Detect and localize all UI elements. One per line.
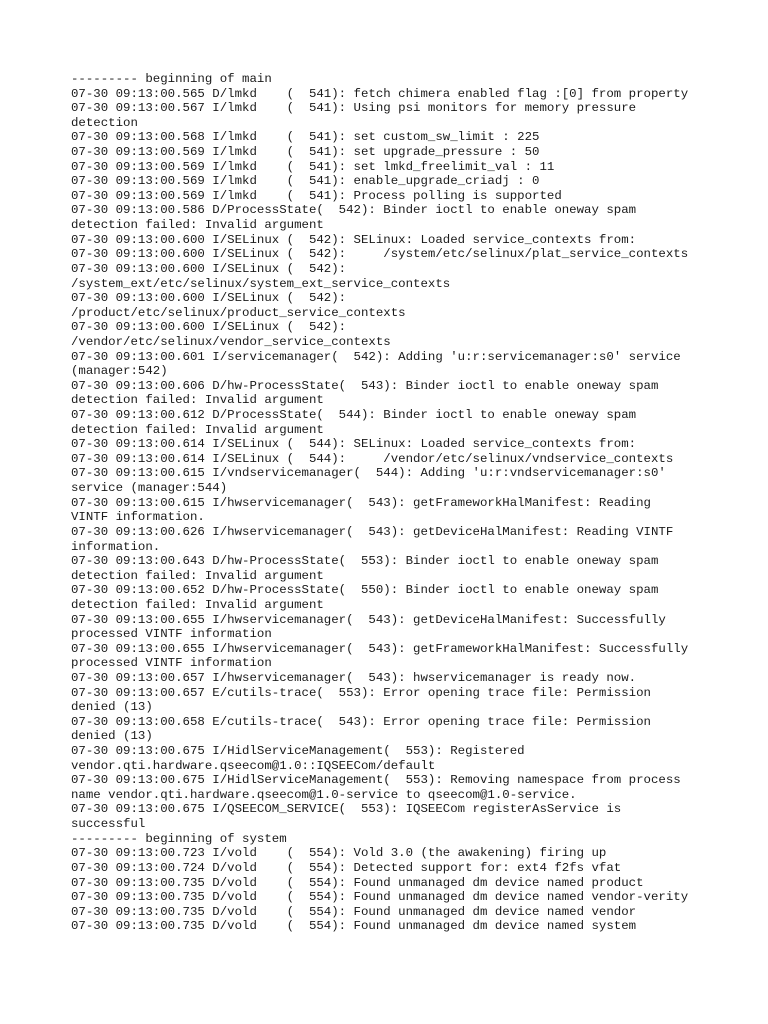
log-line: 07-30 09:13:00.723 I/vold ( 554): Vold 3.0 (the awakening) firing up: [71, 846, 607, 861]
log-line: 07-30 09:13:00.569 I/lmkd ( 541): set lmkd_freelimit_val : 11: [71, 159, 555, 174]
log-line: detection failed: Invalid argument: [71, 393, 324, 408]
log-line: detection: [71, 115, 138, 130]
log-line: 07-30 09:13:00.735 D/vold ( 554): Found unmanaged dm device named product: [71, 875, 644, 890]
log-line: 07-30 09:13:00.600 I/SELinux ( 542): /system/etc/selinux/plat_service_contexts: [71, 247, 689, 262]
log-line: 07-30 09:13:00.675 I/HidlServiceManagement( 553): Removing namespace from process: [71, 773, 681, 788]
log-line: 07-30 09:13:00.601 I/servicemanager( 542): Adding 'u:r:servicemanager:s0' service: [71, 349, 681, 364]
log-line: 07-30 09:13:00.657 I/hwservicemanager( 543): hwservicemanager is ready now.: [71, 670, 637, 685]
log-line: /system_ext/etc/selinux/system_ext_service_contexts: [71, 276, 451, 291]
log-line: 07-30 09:13:00.600 I/SELinux ( 542):: [71, 261, 347, 276]
log-line: denied (13): [71, 729, 153, 744]
log-line: 07-30 09:13:00.600 I/SELinux ( 542):: [71, 291, 347, 306]
log-line: vendor.qti.hardware.qseecom@1.0::IQSEECom/default: [71, 758, 436, 773]
log-line: 07-30 09:13:00.614 I/SELinux ( 544): /vendor/etc/selinux/vndservice_contexts: [71, 451, 674, 466]
log-line: 07-30 09:13:00.657 E/cutils-trace( 553): Error opening trace file: Permission: [71, 685, 651, 700]
log-line: processed VINTF information: [71, 656, 272, 671]
log-line: /product/etc/selinux/product_service_contexts: [71, 305, 406, 320]
log-line: 07-30 09:13:00.600 I/SELinux ( 542): SELinux: Loaded service_contexts from:: [71, 232, 637, 247]
log-line: 07-30 09:13:00.615 I/vndservicemanager( 544): Adding 'u:r:vndservicemanager:s0': [71, 466, 666, 481]
log-line: 07-30 09:13:00.675 I/QSEECOM_SERVICE( 553): IQSEECom registerAsService is: [71, 802, 622, 817]
log-line: 07-30 09:13:00.614 I/SELinux ( 544): SELinux: Loaded service_contexts from:: [71, 437, 637, 452]
log-line: 07-30 09:13:00.724 D/vold ( 554): Detected support for: ext4 f2fs vfat: [71, 860, 622, 875]
log-line: denied (13): [71, 700, 153, 715]
log-line: 07-30 09:13:00.735 D/vold ( 554): Found unmanaged dm device named vendor: [71, 904, 637, 919]
log-line: 07-30 09:13:00.615 I/hwservicemanager( 543): getFrameworkHalManifest: Reading: [71, 495, 651, 510]
log-line: 07-30 09:13:00.568 I/lmkd ( 541): set custom_sw_limit : 225: [71, 130, 540, 145]
log-line: 07-30 09:13:00.735 D/vold ( 554): Found unmanaged dm device named vendor-verity: [71, 890, 689, 905]
log-line: VINTF information.: [71, 510, 205, 525]
log-line: 07-30 09:13:00.600 I/SELinux ( 542):: [71, 320, 347, 335]
log-line: 07-30 09:13:00.567 I/lmkd ( 541): Using psi monitors for memory pressure: [71, 101, 637, 116]
log-line: information.: [71, 539, 161, 554]
log-line: 07-30 09:13:00.658 E/cutils-trace( 543): Error opening trace file: Permission: [71, 714, 651, 729]
log-line: 07-30 09:13:00.655 I/hwservicemanager( 543): getDeviceHalManifest: Successfully: [71, 612, 666, 627]
log-line: 07-30 09:13:00.626 I/hwservicemanager( 543): getDeviceHalManifest: Reading VINTF: [71, 524, 674, 539]
log-line: detection failed: Invalid argument: [71, 422, 324, 437]
log-section-header: --------- beginning of main: [71, 72, 272, 86]
log-line: detection failed: Invalid argument: [71, 218, 324, 233]
log-line: (manager:542): [71, 364, 168, 379]
log-line: 07-30 09:13:00.569 I/lmkd ( 541): enable_upgrade_criadj : 0: [71, 174, 540, 189]
log-line: detection failed: Invalid argument: [71, 597, 324, 612]
log-line: service (manager:544): [71, 481, 228, 496]
log-line: 07-30 09:13:00.655 I/hwservicemanager( 543): getFrameworkHalManifest: Successfully: [71, 641, 689, 656]
log-line: 07-30 09:13:00.569 I/lmkd ( 541): set upgrade_pressure : 50: [71, 145, 540, 160]
log-output: [71, 72, 761, 934]
log-line: 07-30 09:13:00.652 D/hw-ProcessState( 550): Binder ioctl to enable oneway spam: [71, 583, 659, 598]
log-line: 07-30 09:13:00.735 D/vold ( 554): Found unmanaged dm device named system: [71, 919, 637, 934]
log-line: 07-30 09:13:00.675 I/HidlServiceManagement( 553): Registered: [71, 744, 525, 759]
log-line: detection failed: Invalid argument: [71, 568, 324, 583]
log-line: 07-30 09:13:00.586 D/ProcessState( 542): Binder ioctl to enable oneway spam: [71, 203, 637, 218]
log-line: /vendor/etc/selinux/vendor_service_contexts: [71, 334, 391, 349]
log-line: 07-30 09:13:00.606 D/hw-ProcessState( 543): Binder ioctl to enable oneway spam: [71, 378, 659, 393]
log-line: 07-30 09:13:00.643 D/hw-ProcessState( 553): Binder ioctl to enable oneway spam: [71, 554, 659, 569]
log-line: 07-30 09:13:00.612 D/ProcessState( 544): Binder ioctl to enable oneway spam: [71, 408, 637, 423]
log-line: name vendor.qti.hardware.qseecom@1.0-service to qseecom@1.0-service.: [71, 787, 577, 802]
log-line: successful: [71, 817, 146, 832]
log-section-header: --------- beginning of system: [71, 831, 287, 846]
log-line: 07-30 09:13:00.565 D/lmkd ( 541): fetch chimera enabled flag :[0] from property: [71, 86, 689, 101]
log-line: 07-30 09:13:00.569 I/lmkd ( 541): Process polling is supported: [71, 188, 562, 203]
log-line: processed VINTF information: [71, 627, 272, 642]
